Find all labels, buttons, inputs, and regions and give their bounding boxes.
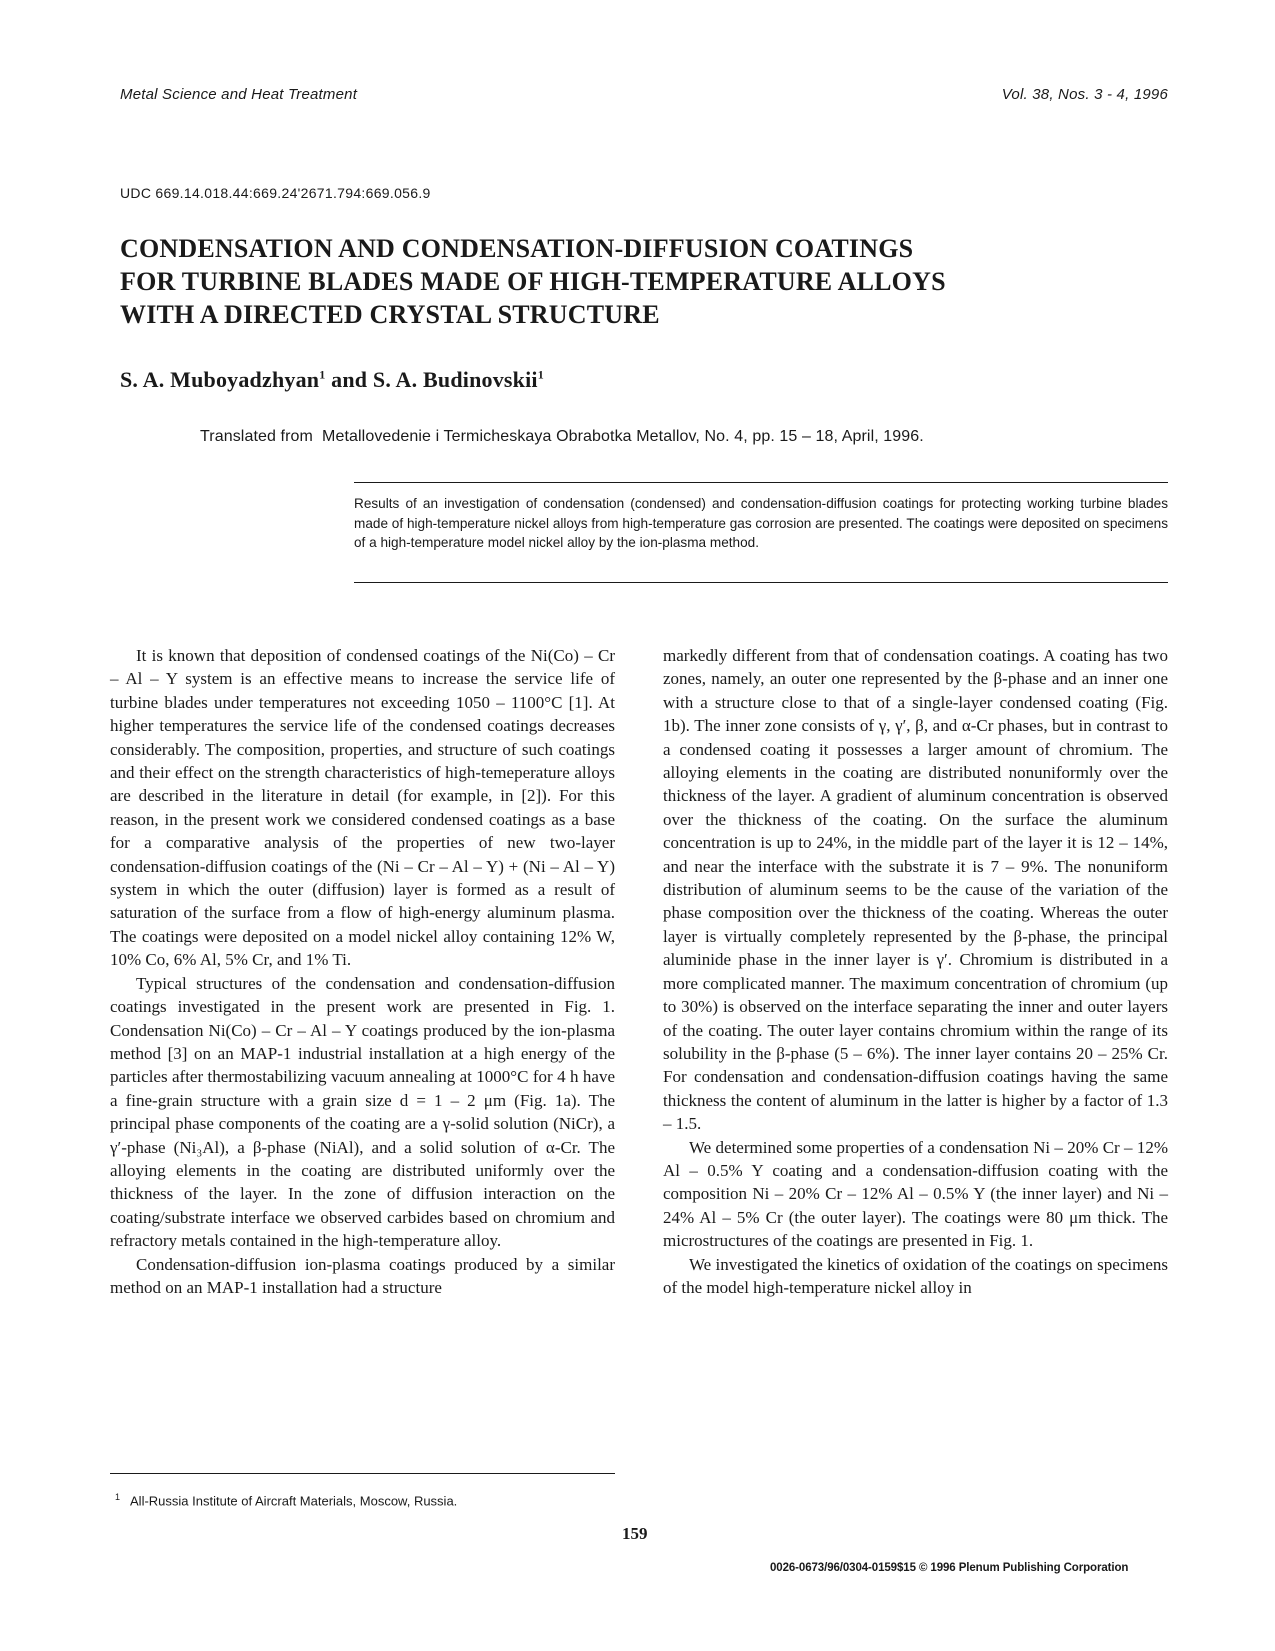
volume-info: Vol. 38, Nos. 3 - 4, 1996 (1001, 86, 1168, 103)
author-2: S. A. Budinovskii (372, 367, 538, 392)
translation-note: Translated from Metallovedenie i Termicheskaya Obrabotka Metallov, No. 4, pp. 15 – 18, April, 1996. (200, 428, 924, 445)
left-paragraph-1: It is known that deposition of condensed coatings of the Ni(Co) – Cr – Al – Y system is an effective means to increase the service life of turbine blades under temperatures not exceeding 1050 – 1100°C [1]. At higher temperatures the service life of the condensed coatings decreases considerably. The composition, properties, and structure of such coatings and their effect on the strength characteristics of high-temeperature alloys are described in the literature in detail (for example, in [2]). For this reason, in the present work we considered condensed coatings as a base for a comparative analysis of the properties of new two-layer condensation-diffusion coatings of the (Ni – Cr – Al – Y) + (Ni – Al – Y) system in which the outer (diffusion) layer is formed as a result of saturation of the surface from a flow of high-energy aluminum plasma. The coatings were deposited on a model nickel alloy containing 12% W, 10% Co, 6% Al, 5% Cr, and 1% Ti. (110, 646, 615, 970)
page-number: 159 (622, 1524, 648, 1543)
right-paragraph-2: We determined some properties of a condensation Ni – 20% Cr – 12% Al – 0.5% Y coating and a condensation-diffusion coating with the composition Ni – 20% Cr – 12% Al – 0.5% Y (the inner layer) and Ni – 24% Al – 5% Cr (the outer layer). The coatings were 80 μm thick. The microstructures of the coatings are presented in Fig. 1. (663, 1137, 1168, 1251)
copyright-line: 0026-0673/96/0304-0159$15 © 1996 Plenum Publishing Corporation (770, 1562, 1129, 1574)
authors (120, 367, 544, 393)
left-paragraph-2: Typical structures of the condensation and condensation-diffusion coatings investigated in the present work are presented in Fig. 1. Condensation Ni(Co) – Cr – Al – Y coatings produced by the ion-plasma method [3] on an MAP-1 industrial installation at a high energy of the particles after thermostabilizing vacuum annealing at 1000°C for 4 h have a fine-grain structure with a grain size d = 1 – 2 μm (Fig. 1a). The principal phase components of the coating are a γ-solid solution (NiCr), a γ′-phase (Ni₃Al), a β-phase (NiAl), and a solid solution of α-Cr. The alloying elements in the coating are distributed uniformly over the thickness of the layer. In the zone of diffusion interaction on the coating/substrate interface we observed carbides based on chromium and refractory metals contained in the high-temperature alloy. (110, 973, 615, 1251)
abstract: Results of an investigation of condensation (condensed) and condensation-diffusion coatings for protecting working turbine blades made of high-temperature nickel alloys from high-temperature gas corrosion are presented. The coatings were deposited on specimens of a high-temperature model nickel alloy by the ion-plasma method. (354, 496, 1168, 550)
title-line-3: WITH A DIRECTED CRYSTAL STRUCTURE (120, 300, 660, 329)
author-1: S. A. Muboyadzhyan (120, 367, 320, 392)
left-paragraph-3: Condensation-diffusion ion-plasma coatings produced by a similar method on an MAP-1 installation had a structure (110, 1254, 615, 1297)
abstract-top-rule (354, 482, 1168, 483)
running-header (120, 86, 1168, 103)
article-title (120, 232, 1160, 331)
right-paragraph-1: markedly different from that of condensation coatings. A coating has two zones, namely, an outer one represented by the β-phase and an inner one with a structure close to that of a single-layer condensed coating (Fig. 1b). The inner zone consists of γ, γ′, β, and α-Cr phases, but in contrast to a condensed coating it possesses a larger amount of chromium. The alloying elements in the coating are distributed nonuniformly over the thickness of the layer. A gradient of aluminum concentration is observed over the thickness of the coating. On the surface the aluminum concentration is up to 24%, in the middle part of the layer it is 12 – 14%, and near the interface with the substrate it is 7 – 9%. The nonuniform distribution of aluminum seems to be the cause of the variation of the phase composition over the thickness of the coating. Whereas the outer layer is virtually completely represented by the β-phase, the principal aluminide phase in the inner layer is γ′. Chromium is distributed in a more complicated manner. The maximum concentration of chromium (up to 30%) is observed on the interface separating the inner and outer layers of the coating. The outer layer contains chromium within the range of its solubility in the β-phase (5 – 6%). The inner layer contains 20 – 25% Cr. For condensation and condensation-diffusion coatings having the same thickness the content of aluminum in the latter is higher by a factor of 1.3 – 1.5. (663, 646, 1168, 1134)
footnote-rule (110, 1473, 615, 1474)
journal-name: Metal Science and Heat Treatment (120, 86, 358, 103)
abstract-bottom-rule (354, 582, 1168, 583)
author-2-affiliation-mark: 1 (537, 367, 544, 382)
footnote-mark: 1 (115, 1492, 121, 1502)
right-column (663, 644, 1168, 1299)
footnote-text: All-Russia Institute of Aircraft Materials, Moscow, Russia. (130, 1493, 458, 1509)
title-line-1: CONDENSATION AND CONDENSATION-DIFFUSION COATINGS (120, 234, 914, 263)
left-column (110, 644, 615, 1299)
author-conjunction: and (325, 367, 373, 392)
title-line-2: FOR TURBINE BLADES MADE OF HIGH-TEMPERATURE ALLOYS (120, 267, 946, 296)
right-paragraph-3: We investigated the kinetics of oxidation of the coatings on specimens of the model high-temperature nickel alloy in (663, 1254, 1168, 1297)
udc-code: UDC 669.14.018.44:669.24'2671.794:669.056.9 (120, 185, 431, 201)
footnote (115, 1492, 457, 1508)
author-1-affiliation-mark: 1 (319, 367, 326, 382)
